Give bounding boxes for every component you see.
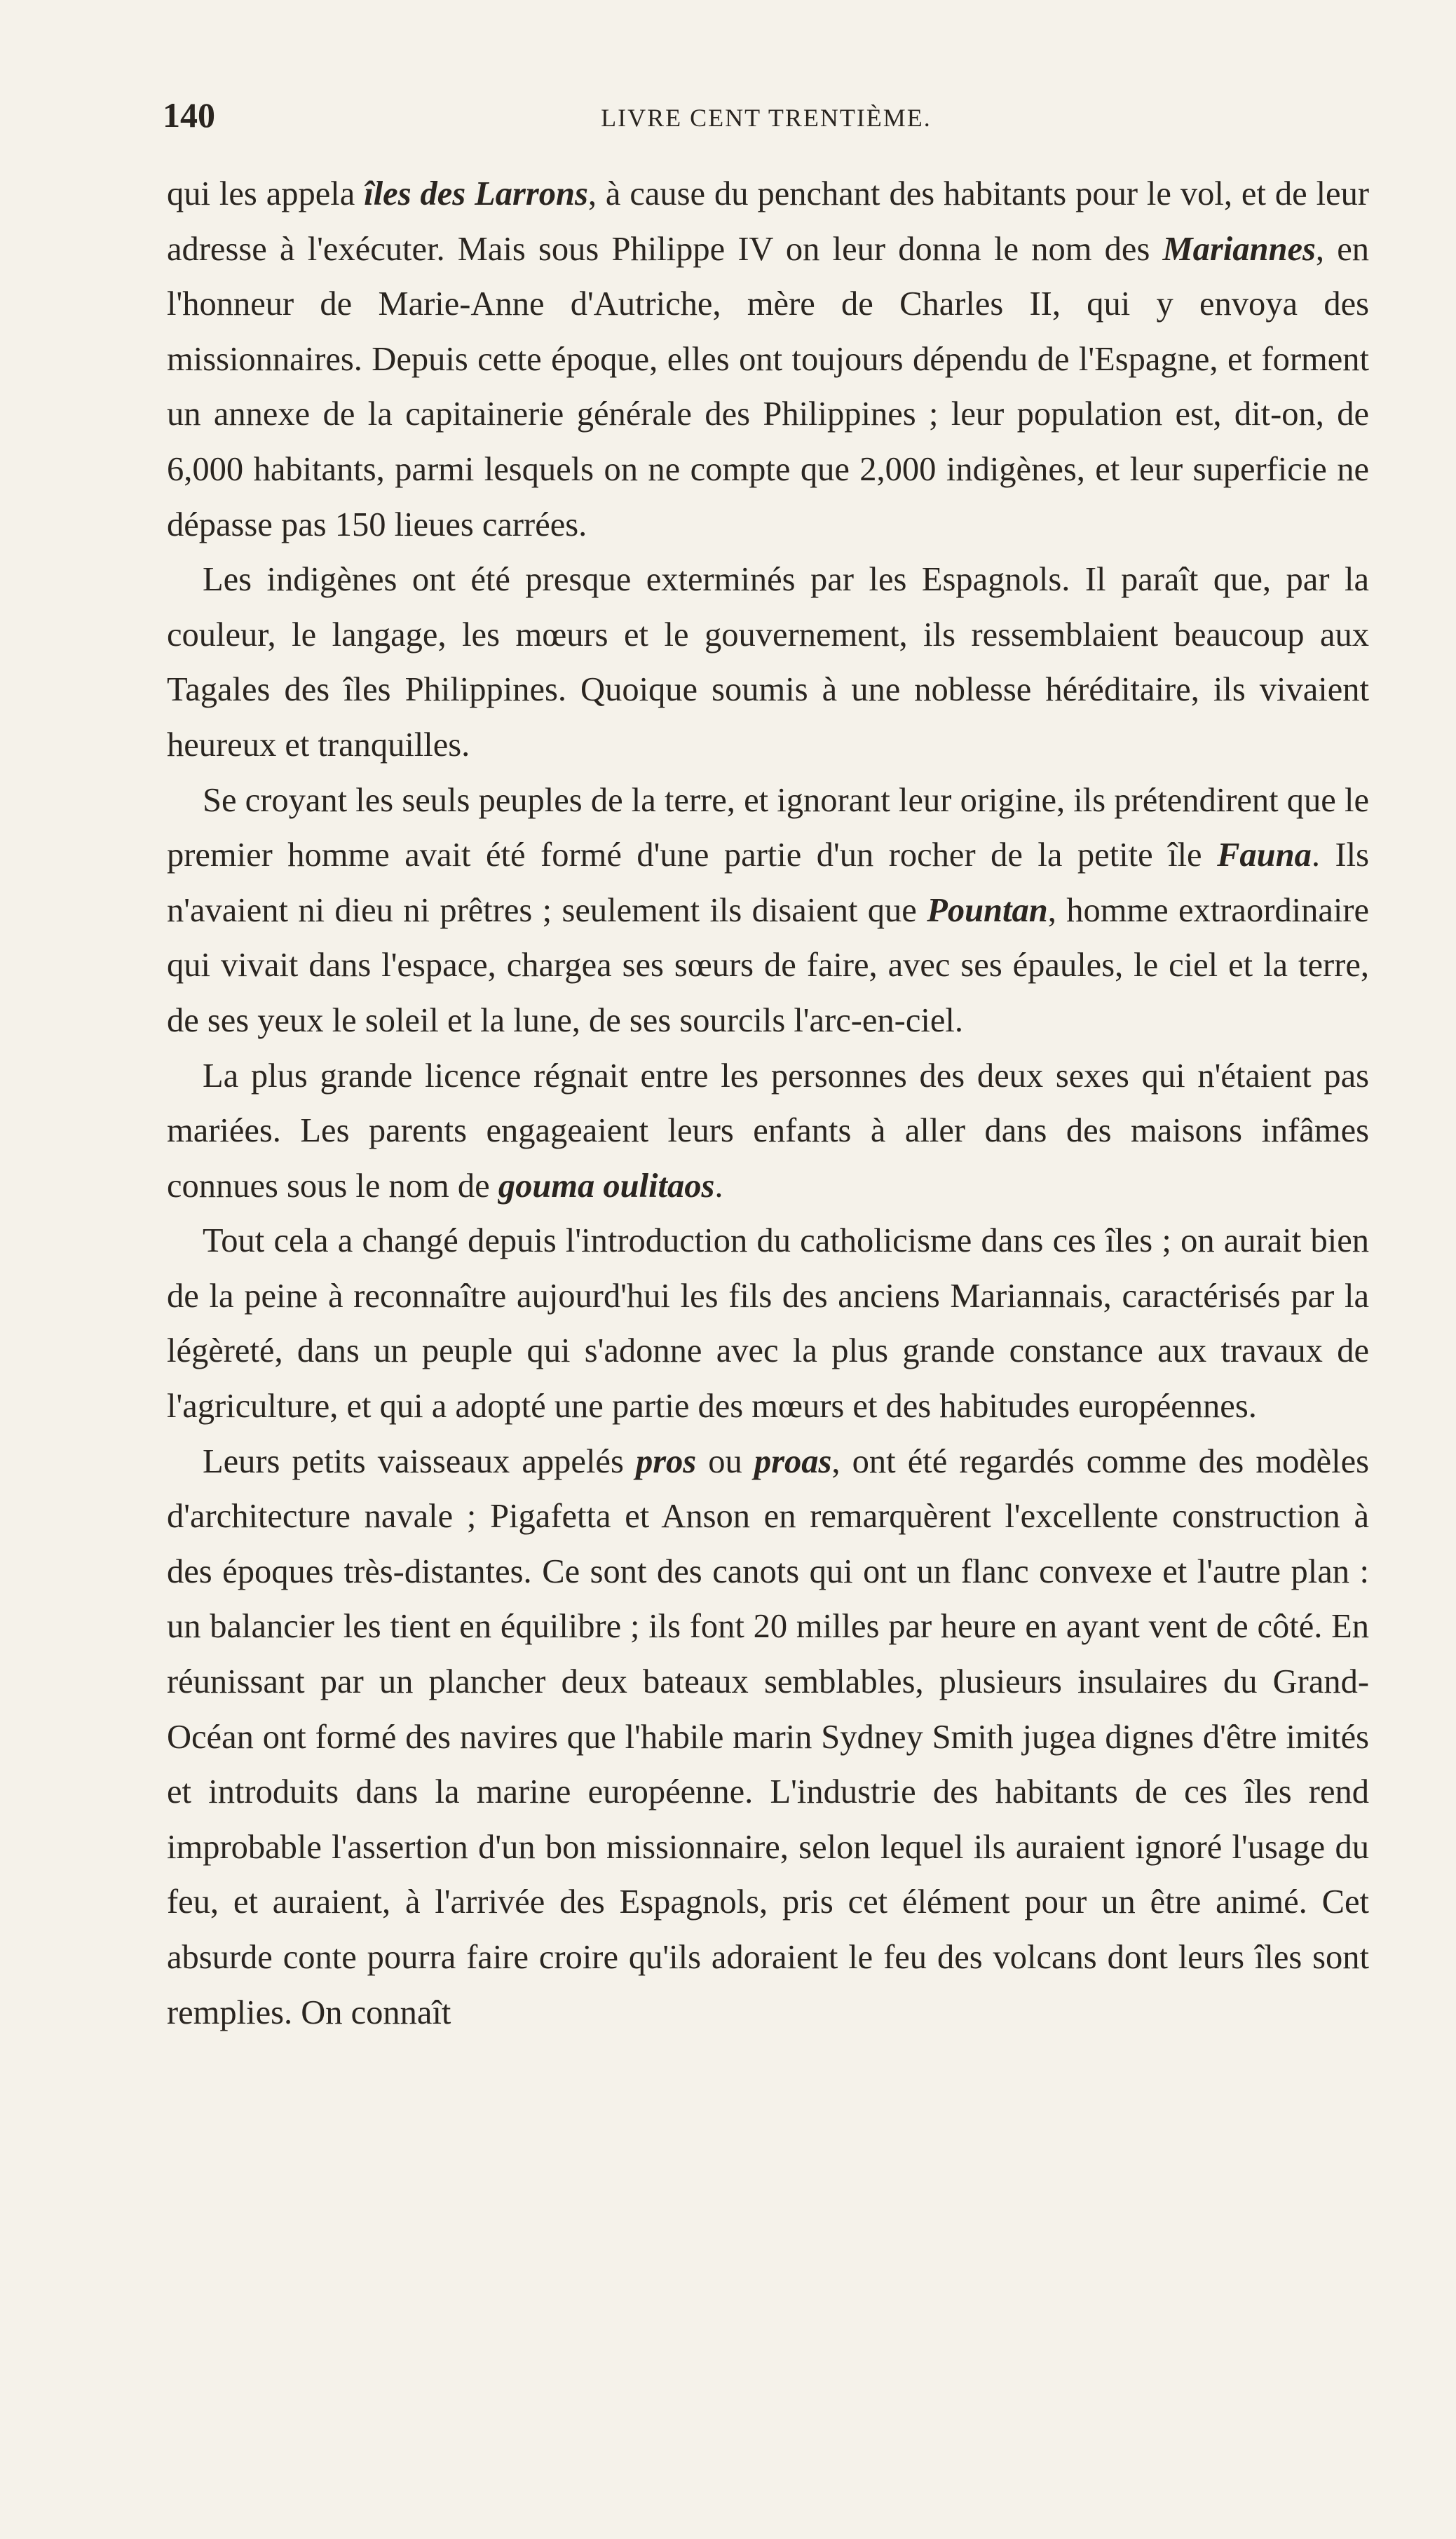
text-run: Les indigènes ont été presque exterminés par les Espagnols. Il paraît que, par la couleur, le langage, les mœurs et le gouvernement, ils ressemblaient beaucoup aux Tagales des îles Philippines. Quoique soumis à une noblesse héréditaire, ils vivaient heureux et tranquilles. [167, 561, 1369, 764]
italic-term: pros [635, 1442, 697, 1480]
text-run: . Ils n'avaient ni dieu ni prêtres ; seulement ils disaient que [167, 837, 1369, 929]
italic-term: Mariannes [1162, 230, 1316, 268]
text-run: Se croyant les seuls peuples de la terre, et ignorant leur origine, ils prétendirent que le premier homme avait été formé d'une partie d'un rocher de la petite île [167, 781, 1369, 874]
text-run: , homme extraordinaire qui vivait dans l'espace, chargea ses sœurs de faire, avec ses épaules, le ciel et la terre, de ses yeux le soleil et la lune, de ses sourcils l'arc-en-ciel. [167, 891, 1369, 1039]
paragraph [167, 167, 1369, 553]
paragraph [167, 1435, 1369, 2041]
text-run: . [714, 1167, 723, 1205]
text-run: Leurs petits vaisseaux appelés [203, 1442, 636, 1480]
paragraph [167, 1049, 1369, 1214]
page-number: 140 [163, 95, 215, 135]
running-head [163, 95, 1370, 137]
paragraph [167, 773, 1369, 1049]
paragraph [167, 553, 1369, 773]
italic-term: Pountan [927, 891, 1048, 929]
text-run: ou [696, 1442, 754, 1480]
text-run: La plus grande licence régnait entre les personnes des deux sexes qui n'étaient pas mariées. Les parents engageaient leurs enfants à aller dans des maisons infâmes connues sous le nom de [167, 1057, 1369, 1205]
text-run: qui les appela [167, 175, 365, 212]
italic-term: proas [754, 1442, 832, 1480]
text-run: , en l'honneur de Marie-Anne d'Autriche, mère de Charles II, qui y envoya des missionnaires. Depuis cette époque, elles ont toujours dépendu de l'Espagne, et forment un annexe de la capitainerie générale des Philippines ; leur population est, dit-on, de 6,000 habitants, parmi lesquels on ne compte que 2,000 indigènes, et leur superficie ne dépasse pas 150 lieues carrées. [167, 230, 1369, 543]
text-run: , à cause du penchant des habitants pour le vol, et de leur adresse à l'exécuter. Mais sous Philippe IV on leur donna le nom des [167, 175, 1369, 268]
body-text [167, 167, 1369, 2040]
running-title: LIVRE CENT TRENTIÈME. [601, 104, 932, 132]
italic-term: îles des Larrons [364, 175, 588, 212]
text-run: Tout cela a changé depuis l'introduction du catholicisme dans ces îles ; on aurait bien de la peine à reconnaître aujourd'hui les fils des anciens Mariannais, caractérisés par la légèreté, dans un peuple qui s'adonne avec la plus grande constance aux travaux de l'agriculture, et qui a adopté une partie des mœurs et des habitudes européennes. [167, 1222, 1369, 1426]
paragraph [167, 1214, 1369, 1434]
italic-term: Fauna [1217, 837, 1312, 874]
italic-term: gouma oulitaos [498, 1167, 715, 1205]
text-run: , ont été regardés comme des modèles d'architecture navale ; Pigafetta et Anson en remarquèrent l'excellente construction à des époques très-distantes. Ce sont des canots qui ont un flanc convexe et l'autre plan : un balancier les tient en équilibre ; ils font 20 milles par heure en ayant vent de côté. En réunissant par un plancher deux bateaux semblables, plusieurs insulaires du Grand-Océan ont formé des navires que l'habile marin Sydney Smith jugea dignes d'être imités et introduits dans la marine européenne. L'industrie des habitants de ces îles rend improbable l'assertion d'un bon missionnaire, selon lequel ils auraient ignoré l'usage du feu, et auraient, à l'arrivée des Espagnols, pris cet élément pour un être animé. Cet absurde conte pourra faire croire qu'ils adoraient le feu des volcans dont leurs îles sont remplies. On connaît [167, 1442, 1370, 2031]
